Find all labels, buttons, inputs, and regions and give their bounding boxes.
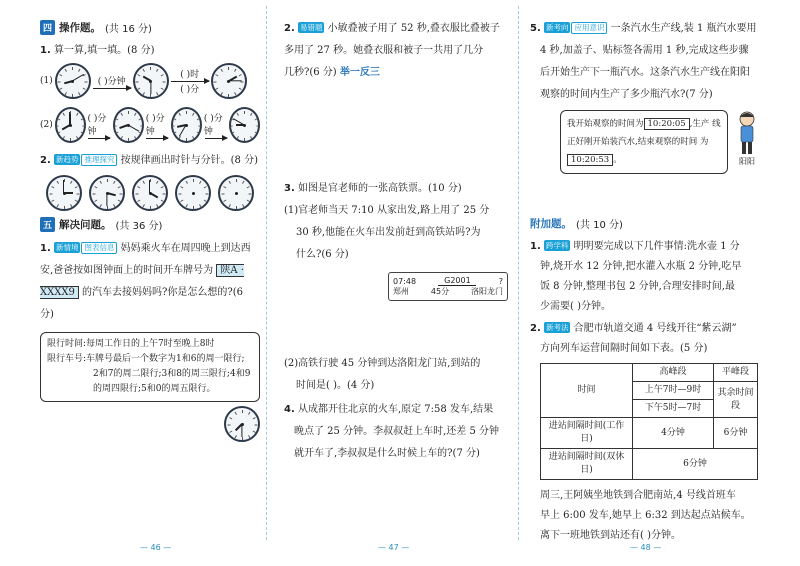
section-points: (共 16 分)	[105, 24, 152, 35]
question-2: 2. 新趋势 推理探究 按规律画出时针与分针。(8 分)	[40, 155, 258, 166]
clock-icon	[229, 107, 260, 143]
clock-icon	[224, 406, 260, 442]
page-divider	[266, 6, 267, 540]
speech-bubble: 我开始观察的时间为 10:20:05 ,生产 线正好刚开始装汽水,结束观察的时间 为10:20:53 。	[560, 110, 728, 174]
clock-icon	[171, 107, 202, 143]
clock-icon[interactable]	[175, 175, 211, 211]
bonus-question-2: 2. 新考法 合肥市轨道交通 4 号线开往“紫云湖” 方向列车运营间隔时间如下表。(5 分)	[530, 323, 737, 354]
bonus-question-2-body: 周三,王阿姨坐地铁到合肥南站,4 号线首班车 早上 6:00 发车,她早上 6:32 到达起点站候车。 离下一班地铁到站还有( )分钟。	[540, 490, 751, 541]
question-1: 1. 算一算,填一填。(8 分)	[40, 45, 155, 56]
boy-icon	[734, 110, 760, 156]
traffic-rules-box: 限行时间:每周工作日的上午7时至晚上8时 限行车号:车牌号最后一个数字为1和6的周一限行; 2和7的周二限行;3和8的周三限行;4和9 的周四限行;5和0的周五限行。	[40, 332, 260, 402]
clock-icon	[211, 63, 247, 99]
clock-icon	[89, 175, 125, 211]
metro-schedule-table: 时间 高峰段 平峰段 上午7时—9时 其余时间段 下午5时—7时 进站间隔时间(工作日) 4分钟 6分钟 进站间隔时间(双休日) 6分钟	[540, 363, 758, 480]
clock-row-2: (2) ( )分钟 ( )分钟 ( )分钟	[40, 107, 260, 143]
section-number: 四	[40, 20, 55, 35]
question-4: 4. 从成都开往北京的火车,原定 7:58 发车,结果 晚点了 25 分钟。李叔叔赶上车时,还差 5 分钟 就开车了,李叔叔是什么时候上车的?(7 分)	[284, 404, 499, 459]
bonus-heading: 附加题。 (共 10 分)	[530, 218, 623, 231]
page-number: — 46 —	[140, 543, 172, 552]
practice-link[interactable]: 举一反三	[339, 67, 380, 78]
page-divider	[518, 6, 519, 540]
clock-row-1: (1) ( )分钟 ( )时 ( )分	[40, 63, 260, 99]
clock-icon	[55, 63, 91, 99]
clock-icon	[55, 107, 86, 143]
character-yangyang: 阳阳	[734, 110, 760, 167]
question-3-part-2: (2)高铁行驶 45 分钟到达洛阳龙门站,到站的 时间是( )。(4 分)	[284, 358, 481, 391]
page-number: — 48 —	[630, 543, 662, 552]
clock-icon	[133, 63, 169, 99]
question-5: 5. 新考向 应用意识 一条汽水生产线,装 1 瓶汽水要用 4 秒,加盖子、贴标签各需用 1 秒,完成这些步骤 后开始生产下一瓶汽水。这条汽水生产线在阳阳 观察的时间内生产了多少瓶汽水?(7 分)	[530, 23, 757, 100]
page-46	[0, 0, 266, 566]
section-heading-5: 五 解决问题。 (共 36 分)	[40, 217, 260, 232]
section-title: 操作题。	[59, 22, 102, 34]
question-2: 2. 易错题 小敏叠被子用了 52 秒,叠衣服比叠被子 多用了 27 秒。她叠衣服和被子一共用了几分 几秒?(6 分) 举一反三	[284, 23, 500, 78]
question-1-word: 1. 新情境 图表信息 妈妈乘火车在周四晚上到达西安,爸爸按如图钟面上的时间开车牌号为 陕A · XXXX9 的汽车去接妈妈吗?你是怎么想的?(6 分)	[40, 243, 251, 320]
clock-icon	[132, 175, 168, 211]
train-ticket: 07:48 G2001 ? 郑州 45分 洛阳龙门	[388, 272, 508, 301]
page-48	[520, 0, 800, 566]
clock-icon	[113, 107, 144, 143]
section-heading-4	[40, 20, 260, 35]
page-number: — 47 —	[378, 543, 410, 552]
clock-icon[interactable]	[218, 175, 254, 211]
bonus-question-1: 1. 跨学科 明明要完成以下几件事情:洗水壶 1 分 钟,烧开水 12 分钟,把水灌入水瓶 2 分钟,吃早 饭 8 分钟,整理书包 2 分钟,合理安排时间,最 少需要( )分钟。	[530, 241, 742, 312]
page-47	[268, 0, 520, 566]
question-3: 3. 如图是官老师的一张高铁票。(10 分) (1)官老师当天 7:10 从家出发,路上用了 25 分 30 秒,他能在火车出发前赶到高铁站吗?为 什么?(6 分)	[284, 183, 490, 260]
license-plate: 陕A · XXXX9	[40, 265, 244, 298]
clock-pattern-row	[46, 175, 260, 211]
clock-icon	[46, 175, 82, 211]
